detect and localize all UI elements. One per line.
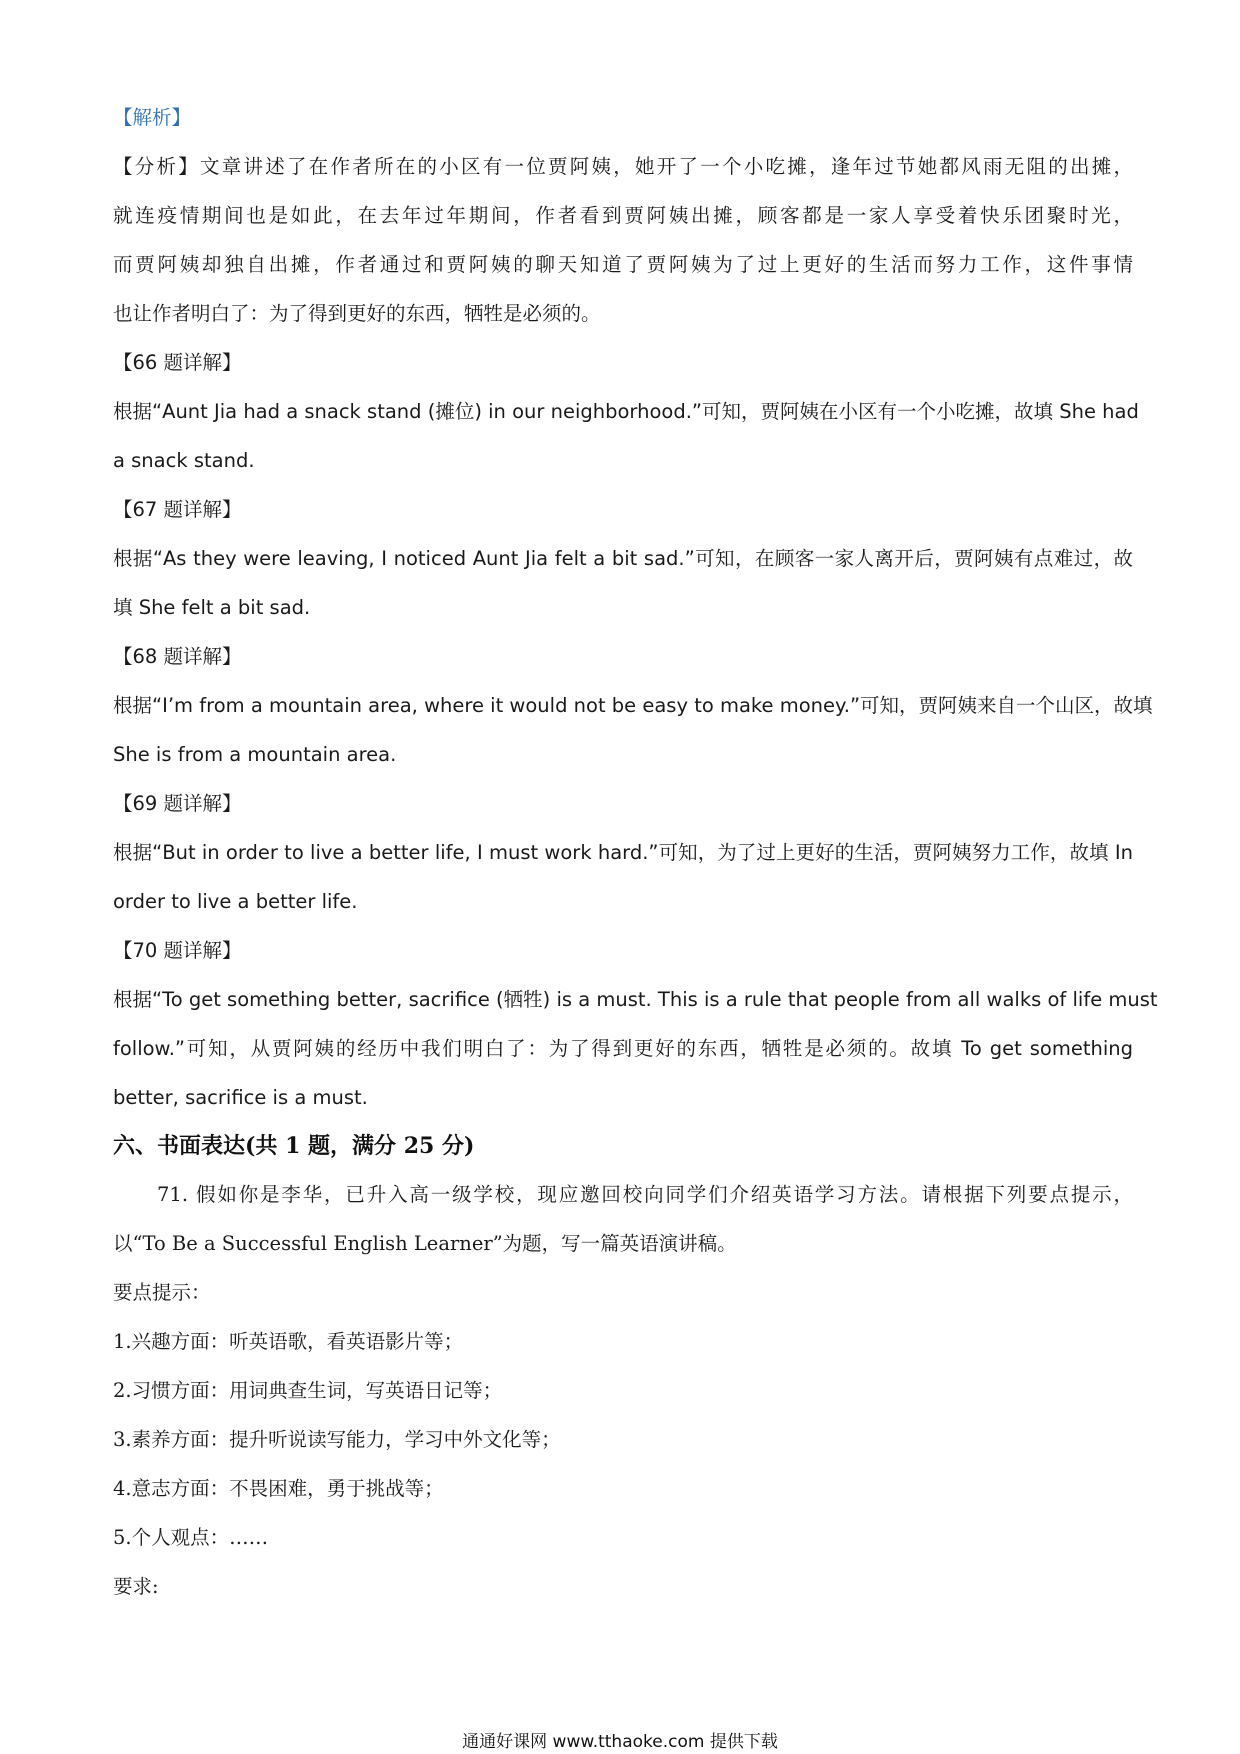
question-line-1: 71. 假如你是李华，已升入高一级学校，现应邀回校向同学们介绍英语学习方法。请根据下列要点提示， [157, 1183, 1133, 1206]
analysis-line-3: 而贾阿姨却独自出摊，作者通过和贾阿姨的聊天知道了贾阿姨为了过上更好的生活而努力工作，这件事情 [113, 253, 1133, 276]
detail-70-heading: 【70 题详解】 [113, 939, 242, 962]
detail-69-heading: 【69 题详解】 [113, 792, 242, 815]
detail-70-line-3: better, sacrifice is a must. [113, 1086, 368, 1109]
detail-66-line-2: a snack stand. [113, 449, 255, 472]
point-4: 4.意志方面：不畏困难，勇于挑战等； [113, 1477, 444, 1500]
point-1: 1.兴趣方面：听英语歌，看英语影片等； [113, 1330, 464, 1353]
detail-68-line-2: She is from a mountain area. [113, 743, 397, 766]
points-label: 要点提示： [113, 1281, 211, 1304]
point-3: 3.素养方面：提升听说读写能力，学习中外文化等； [113, 1428, 561, 1451]
section-title: 六、书面表达(共 1 题，满分 25 分) [113, 1133, 475, 1159]
analysis-line-4: 也让作者明白了：为了得到更好的东西，牺牲是必须的。 [113, 302, 601, 325]
detail-68-heading: 【68 题详解】 [113, 645, 242, 668]
analysis-heading: 【解析】 [113, 106, 192, 129]
question-line-2: 以“To Be a Successful English Learner”为题，写一篇英语演讲稿。 [113, 1232, 737, 1255]
detail-67-line-1: 根据“As they were leaving, I noticed Aunt Jia felt a bit sad.”可知，在顾客一家人离开后，贾阿姨有点难过，故 [113, 547, 1133, 570]
detail-69-line-1: 根据“But in order to live a better life, I must work hard.”可知，为了过上更好的生活，贾阿姨努力工作，故填 In [113, 841, 1133, 864]
point-2: 2.习惯方面：用词典查生词，写英语日记等； [113, 1379, 503, 1402]
detail-70-line-2: follow.”可知，从贾阿姨的经历中我们明白了：为了得到更好的东西，牺牲是必须的。故填 To get something [113, 1037, 1133, 1060]
page-footer: 通通好课网 www.tthaoke.com 提供下载 [462, 1732, 778, 1752]
analysis-label: 【分析】 [113, 155, 200, 178]
requirements-label: 要求: [113, 1575, 159, 1598]
detail-68-line-1: 根据“I’m from a mountain area, where it would not be easy to make money.”可知，贾阿姨来自一个山区，故填 [113, 694, 1153, 717]
detail-69-line-2: order to live a better life. [113, 890, 358, 913]
analysis-line-2: 就连疫情期间也是如此，在去年过年期间，作者看到贾阿姨出摊，顾客都是一家人享受着快乐团聚时光， [113, 204, 1133, 227]
detail-67-heading: 【67 题详解】 [113, 498, 242, 521]
analysis-text-1: 文章讲述了在作者所在的小区有一位贾阿姨，她开了一个小吃摊，逢年过节她都风雨无阻的出摊， [200, 155, 1133, 178]
detail-67-line-2: 填 She felt a bit sad. [113, 596, 311, 619]
detail-66-heading: 【66 题详解】 [113, 351, 242, 374]
detail-66-line-1: 根据“Aunt Jia had a snack stand (摊位) in our neighborhood.”可知，贾阿姨在小区有一个小吃摊，故填 She had [113, 400, 1139, 423]
detail-70-line-1: 根据“To get something better, sacrifice (牺牲) is a must. This is a rule that people from all walks of life must [113, 988, 1158, 1011]
analysis-line-1 [113, 153, 1133, 181]
point-5: 5.个人观点：…… [113, 1526, 269, 1549]
